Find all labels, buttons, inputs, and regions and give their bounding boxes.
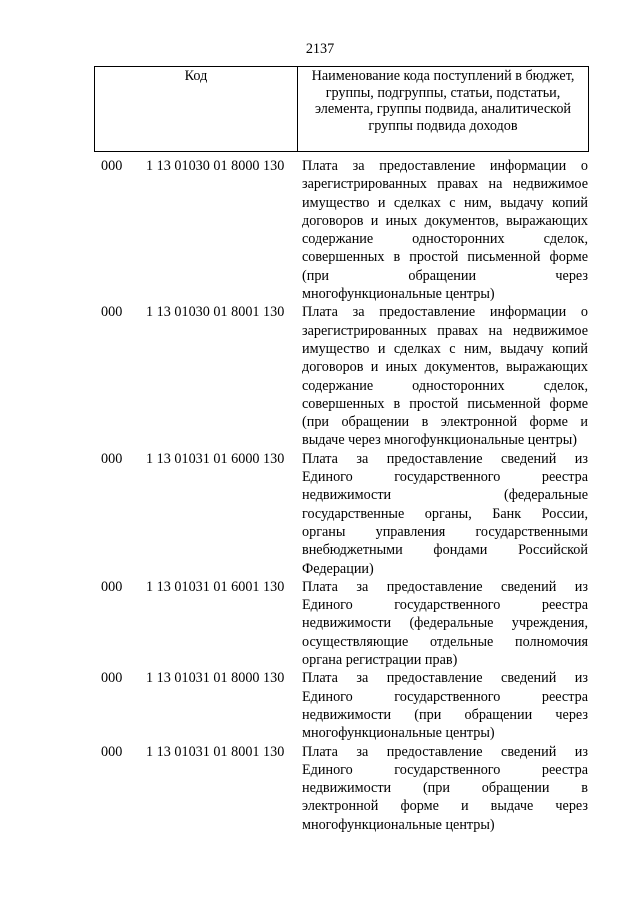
revenue-description <box>302 450 588 578</box>
table-row <box>0 157 640 303</box>
description-line: имущество и сделках с ним, выдачу копий <box>302 194 588 211</box>
revenue-description <box>302 669 588 742</box>
description-line: Единого государственного реестра <box>302 761 588 778</box>
description-line: (при обращении в электронной форме и <box>302 414 588 431</box>
revenue-code-list <box>0 157 640 834</box>
description-line: Плата за предоставление сведений из <box>302 670 588 687</box>
header-name-label: Наименование кода поступлений в бюджет, группы, подгруппы, статьи, подстатьи, элемента, группы подвида, аналитической группы подвида доходов <box>311 68 575 134</box>
description-line: (при обращении через <box>302 267 588 284</box>
description-line: договоров и иных документов, выражающих <box>302 359 588 376</box>
description-line: недвижимости (федеральные учреждения, <box>302 615 588 632</box>
admin-code: 000 <box>101 670 123 687</box>
description-line: содержание односторонних сделок, <box>302 231 588 248</box>
admin-code: 000 <box>101 158 123 174</box>
revenue-code: 1 13 01031 01 6001 130 <box>146 578 285 595</box>
description-line: Плата за предоставление информации о <box>302 304 588 321</box>
admin-code: 000 <box>101 743 123 760</box>
description-line: договоров и иных документов, выражающих <box>302 212 588 229</box>
description-line: совершенных в простой письменной форме <box>302 249 588 266</box>
description-line: Плата за предоставление информации о <box>302 158 588 174</box>
header-code-label: Код <box>95 67 298 151</box>
table-row <box>0 743 640 834</box>
description-line: зарегистрированных правах на недвижимое <box>302 176 588 193</box>
admin-code: 000 <box>101 578 123 595</box>
table-header <box>94 66 589 152</box>
description-line: выдаче через многофункциональные центры) <box>302 432 577 449</box>
description-line: недвижимости (при обращении в <box>302 780 588 797</box>
description-line: Федерации) <box>302 560 374 577</box>
description-line: органы управления государственными <box>302 523 588 540</box>
description-line: Плата за предоставление сведений из <box>302 743 588 760</box>
description-line: многофункциональные центры) <box>302 816 495 833</box>
revenue-description <box>302 303 588 449</box>
table-row <box>0 669 640 742</box>
description-line: совершенных в простой письменной форме <box>302 395 588 412</box>
description-line: государственные органы, Банк России, <box>302 505 588 522</box>
revenue-description <box>302 578 588 669</box>
description-line: недвижимости (федеральные <box>302 487 588 504</box>
description-line: содержание односторонних сделок, <box>302 377 588 394</box>
description-line: внебюджетными фондами Российской <box>302 542 588 559</box>
description-line: многофункциональные центры) <box>302 286 495 303</box>
description-line: электронной форме и выдаче через <box>302 798 588 815</box>
revenue-description <box>302 743 588 834</box>
revenue-code: 1 13 01030 01 8000 130 <box>146 158 285 174</box>
description-line: осуществляющие отдельные полномочия <box>302 633 588 650</box>
page-number: 2137 <box>305 41 335 57</box>
table-row <box>0 578 640 669</box>
description-line: имущество и сделках с ним, выдачу копий <box>302 340 588 357</box>
description-line: органа регистрации прав) <box>302 652 458 669</box>
description-line: Единого государственного реестра <box>302 597 588 614</box>
description-line: Плата за предоставление сведений из <box>302 578 588 595</box>
revenue-code: 1 13 01031 01 6000 130 <box>146 450 285 467</box>
description-line: Единого государственного реестра <box>302 688 588 705</box>
description-line: Единого государственного реестра <box>302 469 588 486</box>
table-row <box>0 450 640 578</box>
description-line: Плата за предоставление сведений из <box>302 450 588 467</box>
revenue-code: 1 13 01031 01 8000 130 <box>146 670 285 687</box>
table-row <box>0 303 640 449</box>
admin-code: 000 <box>101 304 123 321</box>
description-line: недвижимости (при обращении через <box>302 706 588 723</box>
revenue-code: 1 13 01031 01 8001 130 <box>146 743 285 760</box>
description-line: многофункциональные центры) <box>302 725 495 742</box>
revenue-description <box>302 157 588 303</box>
description-line: зарегистрированных правах на недвижимое <box>302 322 588 339</box>
revenue-code: 1 13 01030 01 8001 130 <box>146 304 285 321</box>
admin-code: 000 <box>101 450 123 467</box>
